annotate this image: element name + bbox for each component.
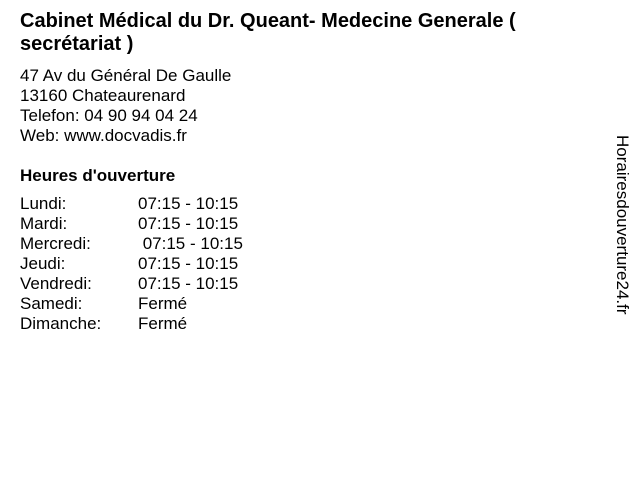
time-value: Fermé bbox=[138, 314, 188, 333]
street-address: 47 Av du Général De Gaulle bbox=[20, 66, 232, 85]
day-label: Mardi: bbox=[20, 214, 68, 233]
business-card bbox=[20, 10, 610, 334]
day-label: Mercredi: bbox=[20, 234, 91, 253]
time-value: 07:15 - 10:15 bbox=[138, 274, 239, 293]
hours-heading: Heures d'ouverture bbox=[20, 166, 176, 185]
hours-row-tuesday bbox=[20, 214, 610, 234]
day-label: Samedi: bbox=[20, 294, 83, 313]
day-label: Lundi: bbox=[20, 194, 67, 213]
time-value: 07:15 - 10:15 bbox=[138, 234, 243, 253]
time-value: 07:15 - 10:15 bbox=[138, 214, 239, 233]
hours-row-wednesday bbox=[20, 234, 610, 254]
hours-table bbox=[20, 194, 610, 334]
hours-row-saturday bbox=[20, 294, 610, 314]
business-name: Cabinet Médical du Dr. Queant- Medecine Generale ( secrétariat ) bbox=[20, 10, 516, 55]
contact-block bbox=[20, 66, 610, 146]
day-label: Vendredi: bbox=[20, 274, 92, 293]
hours-row-monday bbox=[20, 194, 610, 214]
hours-row-friday bbox=[20, 274, 610, 294]
time-value: 07:15 - 10:15 bbox=[138, 254, 239, 273]
site-brand-vertical: Horairesdouverture24.fr bbox=[613, 135, 632, 315]
hours-row-sunday bbox=[20, 314, 610, 334]
day-label: Dimanche: bbox=[20, 314, 102, 333]
hours-row-thursday bbox=[20, 254, 610, 274]
time-value: 07:15 - 10:15 bbox=[138, 194, 239, 213]
website: Web: www.docvadis.fr bbox=[20, 126, 187, 145]
city: 13160 Chateaurenard bbox=[20, 86, 186, 105]
phone-number: Telefon: 04 90 94 04 24 bbox=[20, 106, 198, 125]
day-label: Jeudi: bbox=[20, 254, 66, 273]
time-value: Fermé bbox=[138, 294, 188, 313]
